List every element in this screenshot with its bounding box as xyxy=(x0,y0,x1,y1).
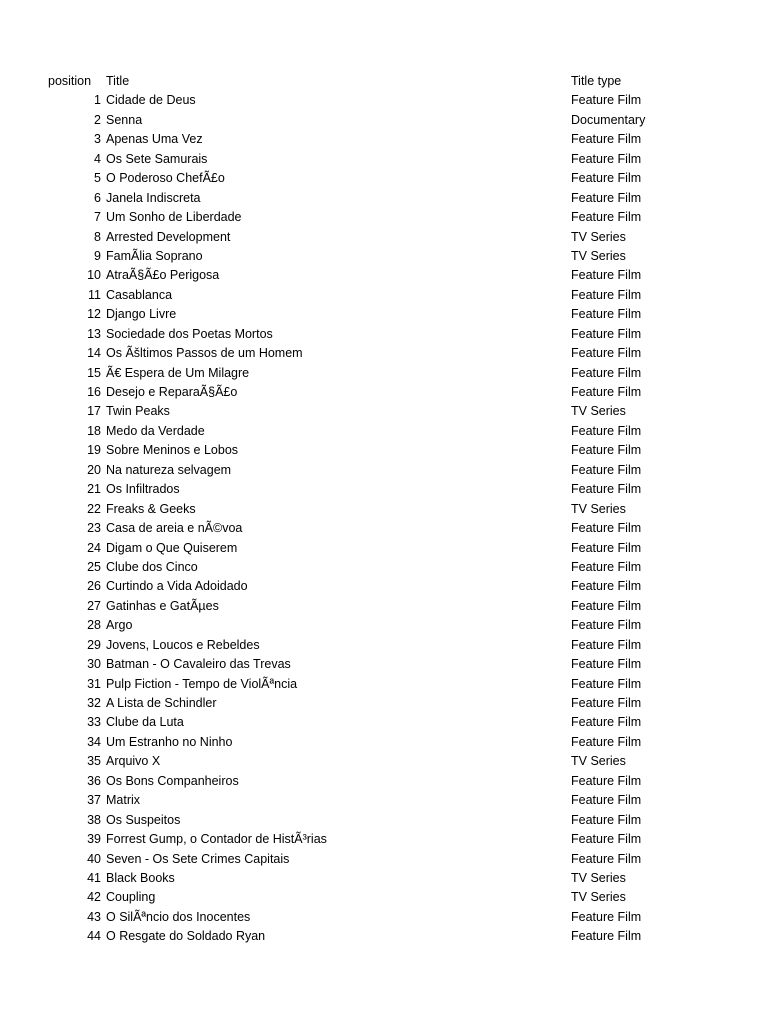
row-title: Arquivo X xyxy=(106,754,161,769)
row-title: Os Bons Companheiros xyxy=(106,773,239,788)
row-title: AtraÃ§Ã£o Perigosa xyxy=(106,268,220,283)
table-row xyxy=(0,208,768,227)
row-title-type: Feature Film xyxy=(571,423,642,438)
row-position: 9 xyxy=(94,248,101,263)
row-title-type: TV Series xyxy=(571,754,626,769)
row-title-type: TV Series xyxy=(571,248,626,263)
row-position: 44 xyxy=(87,929,101,944)
row-position: 21 xyxy=(87,482,101,497)
table-row xyxy=(0,383,768,402)
table-row xyxy=(0,519,768,538)
row-title-type: Feature Film xyxy=(571,521,642,536)
row-title-type: Feature Film xyxy=(571,190,642,205)
row-position: 39 xyxy=(87,832,101,847)
row-title-type: Feature Film xyxy=(571,715,642,730)
row-title: Sociedade dos Poetas Mortos xyxy=(106,326,273,341)
row-position: 43 xyxy=(87,909,101,924)
row-position: 24 xyxy=(87,540,101,555)
row-title-type: Feature Film xyxy=(571,210,642,225)
table-row xyxy=(0,539,768,558)
table-row xyxy=(0,480,768,499)
row-title: Pulp Fiction - Tempo de ViolÃªncia xyxy=(106,676,298,691)
row-title-type: Documentary xyxy=(571,112,646,127)
row-position: 32 xyxy=(87,696,101,710)
row-title: Twin Peaks xyxy=(106,404,170,419)
table-row xyxy=(0,461,768,480)
table-row xyxy=(0,636,768,655)
table-row xyxy=(0,91,768,110)
table-row xyxy=(0,888,768,907)
table-row xyxy=(0,228,768,247)
row-title-type: Feature Film xyxy=(571,93,642,108)
table-row xyxy=(0,772,768,791)
row-title: FamÃlia Soprano xyxy=(106,248,203,263)
row-title-type: Feature Film xyxy=(571,598,642,613)
table-row xyxy=(0,247,768,266)
row-title-type: Feature Film xyxy=(571,929,642,944)
row-position: 36 xyxy=(87,773,101,788)
row-title-type: Feature Film xyxy=(571,579,642,594)
row-title: Clube dos Cinco xyxy=(106,559,198,574)
row-title: Os Infiltrados xyxy=(106,482,180,497)
table-row xyxy=(0,558,768,577)
row-title: Batman - O Cavaleiro das Trevas xyxy=(106,657,291,672)
row-position: 38 xyxy=(87,812,101,827)
table-row xyxy=(0,616,768,635)
row-position: 13 xyxy=(87,326,101,341)
row-title: Casablanca xyxy=(106,287,173,302)
row-title-type: Feature Film xyxy=(571,482,642,497)
row-title: Um Sonho de Liberdade xyxy=(106,210,242,225)
table-row xyxy=(0,655,768,674)
row-title: Apenas Uma Vez xyxy=(106,132,203,147)
row-title-type: Feature Film xyxy=(571,696,642,710)
table-row xyxy=(0,811,768,830)
table-row xyxy=(0,189,768,208)
row-position: 5 xyxy=(94,171,101,186)
table-row xyxy=(0,927,768,946)
table-row xyxy=(0,908,768,927)
row-position: 40 xyxy=(87,851,101,866)
row-title: Os Sete Samurais xyxy=(106,151,208,166)
row-title-type: Feature Film xyxy=(571,268,642,283)
row-title: Os Suspeitos xyxy=(106,812,181,827)
row-title-type: Feature Film xyxy=(571,443,642,458)
table-row xyxy=(0,402,768,421)
row-title: O Resgate do Soldado Ryan xyxy=(106,929,266,944)
row-title-type: TV Series xyxy=(571,404,626,419)
row-title: Argo xyxy=(106,618,133,633)
row-position: 17 xyxy=(87,404,101,419)
row-title-type: Feature Film xyxy=(571,346,642,361)
row-position: 7 xyxy=(94,210,101,225)
row-position: 23 xyxy=(87,521,101,536)
row-title-type: Feature Film xyxy=(571,326,642,341)
row-position: 33 xyxy=(87,715,101,730)
row-title: Jovens, Loucos e Rebeldes xyxy=(106,637,260,652)
row-position: 2 xyxy=(94,112,101,127)
table-row xyxy=(0,266,768,285)
row-title: Clube da Luta xyxy=(106,715,184,730)
row-title: Casa de areia e nÃ©voa xyxy=(106,521,243,536)
table-row xyxy=(0,869,768,888)
row-title-type: TV Series xyxy=(571,890,626,905)
row-title-type: TV Series xyxy=(571,229,626,244)
row-title: Gatinhas e GatÃµes xyxy=(106,598,219,613)
row-title: Sobre Meninos e Lobos xyxy=(106,443,239,458)
row-title-type: TV Series xyxy=(571,501,626,516)
row-title-type: Feature Film xyxy=(571,618,642,633)
row-position: 20 xyxy=(87,462,101,477)
row-position: 8 xyxy=(94,229,101,244)
row-title: Medo da Verdade xyxy=(106,423,205,438)
row-title-type: Feature Film xyxy=(571,171,642,186)
row-title-type: Feature Film xyxy=(571,909,642,924)
table-row xyxy=(0,577,768,596)
row-title-type: Feature Film xyxy=(571,307,642,322)
row-position: 26 xyxy=(87,579,101,594)
row-position: 25 xyxy=(87,559,101,574)
row-position: 15 xyxy=(87,365,101,380)
table-row xyxy=(0,597,768,616)
row-title: A Lista de Schindler xyxy=(106,696,217,710)
table-row xyxy=(0,791,768,810)
spreadsheet-table xyxy=(0,72,768,947)
row-title: Digam o Que Quiserem xyxy=(106,540,238,555)
header-title-type: Title type xyxy=(571,74,622,88)
row-position: 16 xyxy=(87,385,101,399)
table-row xyxy=(0,344,768,363)
table-row xyxy=(0,675,768,694)
row-position: 4 xyxy=(94,151,101,166)
row-position: 22 xyxy=(87,501,101,516)
row-title-type: Feature Film xyxy=(571,676,642,691)
row-position: 42 xyxy=(87,890,101,905)
table-row xyxy=(0,441,768,460)
row-title: O SilÃªncio dos Inocentes xyxy=(106,909,251,924)
table-row xyxy=(0,111,768,130)
row-title-type: Feature Film xyxy=(571,559,642,574)
row-position: 3 xyxy=(94,132,101,147)
row-title: Um Estranho no Ninho xyxy=(106,734,233,749)
table-row xyxy=(0,694,768,713)
row-title-type: Feature Film xyxy=(571,540,642,555)
row-title: Black Books xyxy=(106,870,175,885)
row-position: 27 xyxy=(87,598,101,613)
row-position: 14 xyxy=(87,346,101,361)
row-title: Forrest Gump, o Contador de HistÃ³rias xyxy=(106,832,327,847)
row-title: O Poderoso ChefÃ£o xyxy=(106,171,225,186)
row-position: 31 xyxy=(87,676,101,691)
row-position: 19 xyxy=(87,443,101,458)
row-title: Curtindo a Vida Adoidado xyxy=(106,579,248,594)
row-title: Cidade de Deus xyxy=(106,93,196,108)
row-title: Senna xyxy=(106,112,143,127)
table-row xyxy=(0,422,768,441)
table-row xyxy=(0,169,768,188)
row-position: 34 xyxy=(87,734,101,749)
row-position: 1 xyxy=(94,93,101,108)
table-row xyxy=(0,713,768,732)
row-title: Matrix xyxy=(106,793,141,808)
row-title-type: Feature Film xyxy=(571,773,642,788)
row-title-type: Feature Film xyxy=(571,462,642,477)
row-title-type: TV Series xyxy=(571,870,626,885)
row-position: 29 xyxy=(87,637,101,652)
table-row xyxy=(0,733,768,752)
row-title-type: Feature Film xyxy=(571,657,642,672)
row-title-type: Feature Film xyxy=(571,151,642,166)
row-title-type: Feature Film xyxy=(571,734,642,749)
header-row xyxy=(0,72,768,91)
row-title-type: Feature Film xyxy=(571,812,642,827)
table-row xyxy=(0,364,768,383)
row-title-type: Feature Film xyxy=(571,851,642,866)
row-title: Janela Indiscreta xyxy=(106,190,201,205)
row-title-type: Feature Film xyxy=(571,287,642,302)
row-title: Coupling xyxy=(106,890,156,905)
row-title: Os Ãšltimos Passos de um Homem xyxy=(106,346,303,361)
row-position: 10 xyxy=(87,268,101,283)
table-row xyxy=(0,305,768,324)
table-row xyxy=(0,500,768,519)
row-title: Freaks & Geeks xyxy=(106,501,196,516)
row-position: 6 xyxy=(94,190,101,205)
row-title: Django Livre xyxy=(106,307,177,322)
row-title-type: Feature Film xyxy=(571,637,642,652)
row-title-type: Feature Film xyxy=(571,832,642,847)
row-position: 12 xyxy=(87,307,101,322)
table-row xyxy=(0,325,768,344)
table-body xyxy=(0,91,768,946)
row-title: Desejo e ReparaÃ§Ã£o xyxy=(106,385,238,399)
table-row xyxy=(0,850,768,869)
table-row xyxy=(0,130,768,149)
row-title: Ã€ Espera de Um Milagre xyxy=(106,365,250,380)
row-position: 30 xyxy=(87,657,101,672)
row-position: 35 xyxy=(87,754,101,769)
table-row xyxy=(0,150,768,169)
table-row xyxy=(0,830,768,849)
row-position: 11 xyxy=(88,287,101,302)
row-title: Seven - Os Sete Crimes Capitais xyxy=(106,851,290,866)
row-title: Na natureza selvagem xyxy=(106,462,232,477)
row-title-type: Feature Film xyxy=(571,385,642,399)
row-position: 37 xyxy=(87,793,101,808)
header-position: position xyxy=(48,74,92,88)
row-position: 41 xyxy=(87,870,101,885)
table-row xyxy=(0,752,768,771)
row-title-type: Feature Film xyxy=(571,793,642,808)
row-position: 28 xyxy=(87,618,101,633)
row-title: Arrested Development xyxy=(106,229,231,244)
header-title: Title xyxy=(106,74,130,88)
table-row xyxy=(0,286,768,305)
row-position: 18 xyxy=(87,423,101,438)
row-title-type: Feature Film xyxy=(571,132,642,147)
row-title-type: Feature Film xyxy=(571,365,642,380)
